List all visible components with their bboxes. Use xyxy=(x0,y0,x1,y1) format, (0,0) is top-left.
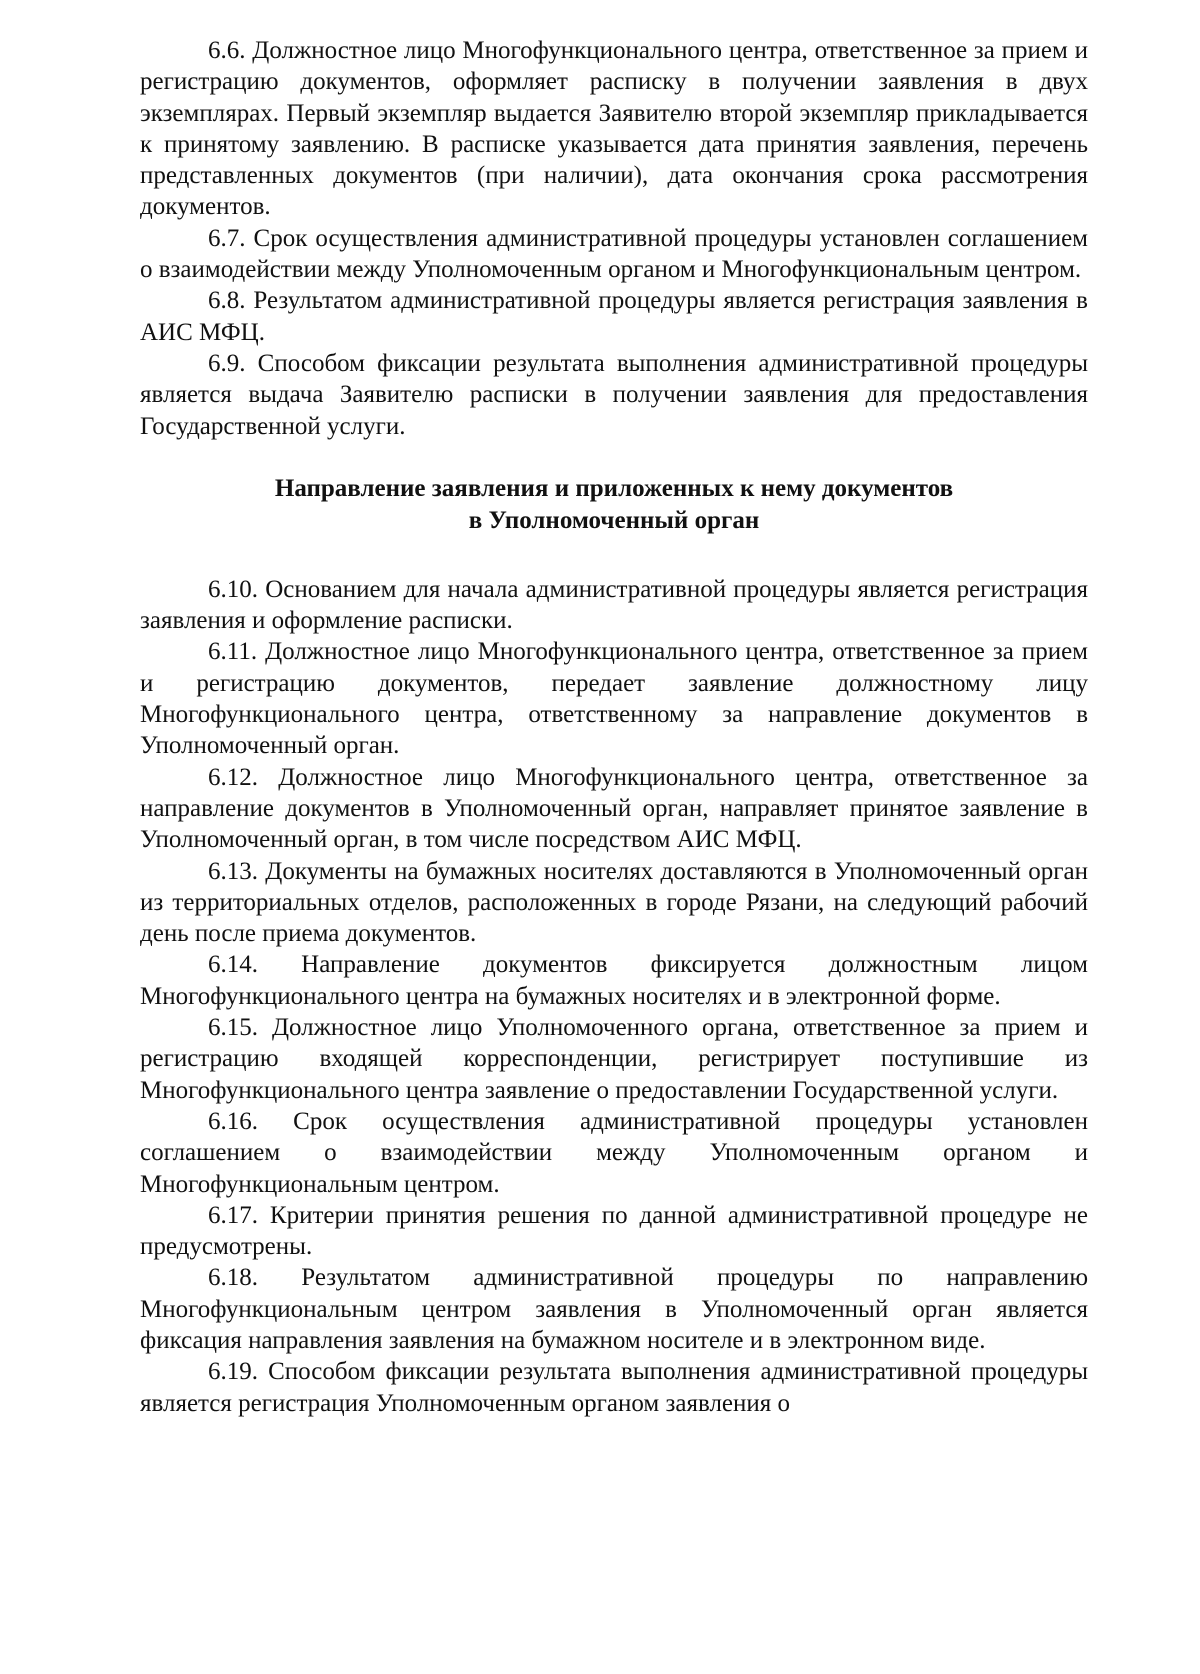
paragraph-6-8: 6.8. Результатом административной процедуры является регистрация заявления в АИС МФЦ. xyxy=(140,287,1088,346)
paragraph-6-19: 6.19. Способом фиксации результата выполнения административной процедуры является регистрация Уполномоченным органом заявления о xyxy=(140,1358,1088,1417)
paragraph-6-7: 6.7. Срок осуществления административной процедуры установлен соглашением о взаимодействии между Уполномоченным органом и Многофункциональным центром. xyxy=(140,224,1088,284)
paragraph-6-15: 6.15. Должностное лицо Уполномоченного органа, ответственное за прием и регистрацию входящей корреспонденции, регистрирует поступившие из Многофункционального центра заявление о предоставлении Государственной услуги. xyxy=(140,1014,1088,1104)
paragraph-6-10: 6.10. Основанием для начала административной процедуры является регистрация заявления и оформление расписки. xyxy=(140,575,1088,635)
paragraph-6-11: 6.11. Должностное лицо Многофункционального центра, ответственное за прием и регистрацию документов, передает заявление должностному лицу Многофункционального центра, ответственному за направление документов в Уполномоченный орган. xyxy=(140,638,1088,760)
section-heading-line-2: в Уполномоченный орган xyxy=(468,506,760,534)
section-heading-line-1: Направление заявления и приложенных к нему документов xyxy=(274,474,954,502)
paragraph-6-9: 6.9. Способом фиксации результата выполнения административной процедуры является выдача Заявителю расписки в получении заявления для предоставления Государственной услуги. xyxy=(140,349,1088,440)
document-body xyxy=(140,35,1088,1419)
section-heading xyxy=(140,473,1088,537)
paragraph-6-13: 6.13. Документы на бумажных носителях доставляются в Уполномоченный орган из территориальных отделов, расположенных в городе Рязани, на следующий рабочий день после приема документов. xyxy=(140,857,1088,948)
paragraph-6-17: 6.17. Критерии принятия решения по данной административной процедуре не предусмотрены. xyxy=(140,1201,1088,1261)
paragraph-6-12: 6.12. Должностное лицо Многофункционального центра, ответственное за направление документов в Уполномоченный орган, направляет принятое заявление в Уполномоченный орган, в том числе посредством АИС МФЦ. xyxy=(140,763,1088,854)
paragraph-6-14: 6.14. Направление документов фиксируется должностным лицом Многофункционального центра на бумажных носителях и в электронной форме. xyxy=(140,951,1088,1010)
paragraph-6-16: 6.16. Срок осуществления административной процедуры установлен соглашением о взаимодействии между Уполномоченным органом и Многофункциональным центром. xyxy=(140,1107,1088,1198)
paragraph-6-6: 6.6. Должностное лицо Многофункционального центра, ответственное за прием и регистрацию документов, оформляет расписку в получении заявления в двух экземплярах. Первый экземпляр выдается Заявителю второй экземпляр прикладывается к принятому заявлению. В расписке указывается дата принятия заявления, перечень представленных документов (при наличии), дата окончания срока рассмотрения документов. xyxy=(140,37,1088,221)
paragraph-6-18: 6.18. Результатом административной процедуры по направлению Многофункциональным центром заявления в Уполномоченный орган является фиксация направления заявления на бумажном носителе и в электронном виде. xyxy=(140,1264,1088,1354)
